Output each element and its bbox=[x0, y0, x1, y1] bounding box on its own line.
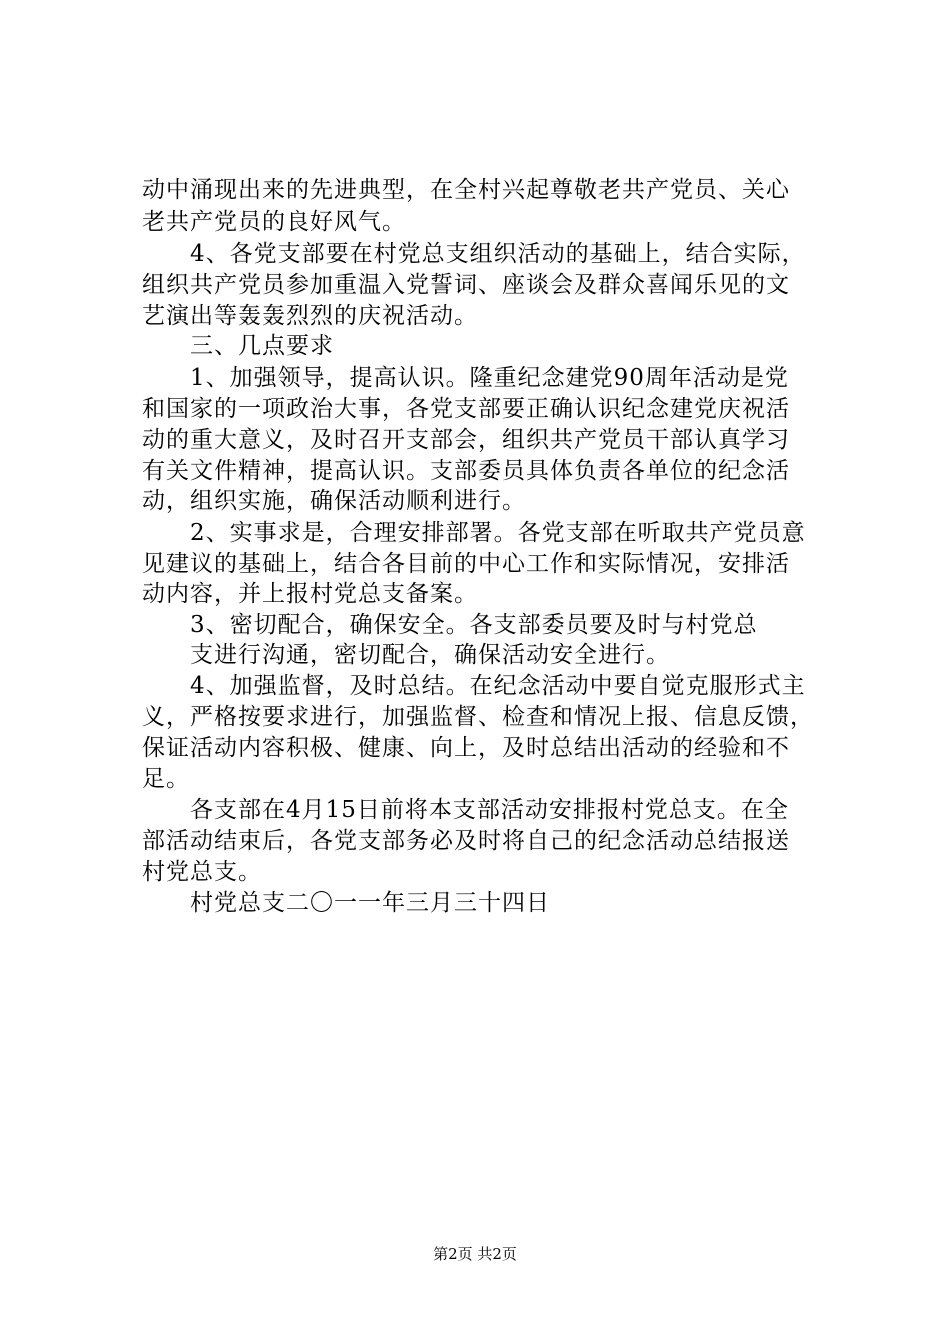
text-line: 组织共产党员参加重温入党誓词、座谈会及群众喜闻乐见的文 bbox=[142, 272, 790, 298]
text-line: 艺演出等轰轰烈烈的庆祝活动。 bbox=[142, 303, 478, 329]
signature-date-line: 村党总支二〇一一年三月三十四日 bbox=[142, 890, 550, 916]
text-line: 见建议的基础上，结合各目前的中心工作和实际情况，安排活 bbox=[142, 551, 790, 577]
text-line: 2、实事求是，合理安排部署。各党支部在听取共产党员意 bbox=[142, 520, 806, 546]
text-line: 各支部在4月15日前将本支部活动安排报村党总支。在全 bbox=[142, 797, 789, 823]
text-line: 1、加强领导，提高认识。隆重纪念建党90周年活动是党 bbox=[142, 365, 789, 391]
text-line: 动内容，并上报村党总支备案。 bbox=[142, 581, 478, 607]
text-line: 保证活动内容积极、健康、向上，及时总结出活动的经验和不 bbox=[142, 735, 790, 761]
text-line: 4、加强监督，及时总结。在纪念活动中要自觉克服形式主 bbox=[142, 673, 806, 699]
section-heading: 三、几点要求 bbox=[142, 333, 334, 359]
text-line: 义，严格按要求进行，加强监督、检查和情况上报、信息反馈， bbox=[142, 704, 814, 730]
text-line: 3、密切配合，确保安全。各支部委员要及时与村党总 bbox=[142, 612, 758, 638]
text-line: 动中涌现出来的先进典型，在全村兴起尊敬老共产党员、关心 bbox=[142, 177, 790, 203]
text-line: 4、各党支部要在村党总支组织活动的基础上，结合实际， bbox=[142, 241, 806, 267]
text-line: 动的重大意义，及时召开支部会，组织共产党员干部认真学习 bbox=[142, 427, 790, 453]
page-number-footer: 第2页 共2页 bbox=[433, 1245, 517, 1263]
text-line: 部活动结束后，各党支部务必及时将自己的纪念活动总结报送 bbox=[142, 828, 790, 854]
text-line: 动，组织实施，确保活动顺利进行。 bbox=[142, 488, 526, 514]
text-line: 有关文件精神，提高认识。支部委员具体负责各单位的纪念活 bbox=[142, 458, 790, 484]
text-line: 村党总支。 bbox=[142, 859, 262, 885]
text-line: 老共产党员的良好风气。 bbox=[142, 209, 406, 235]
text-line: 支进行沟通，密切配合，确保活动安全进行。 bbox=[142, 642, 670, 668]
text-line: 和国家的一项政治大事，各党支部要正确认识纪念建党庆祝活 bbox=[142, 396, 790, 422]
text-line: 足。 bbox=[142, 766, 190, 792]
